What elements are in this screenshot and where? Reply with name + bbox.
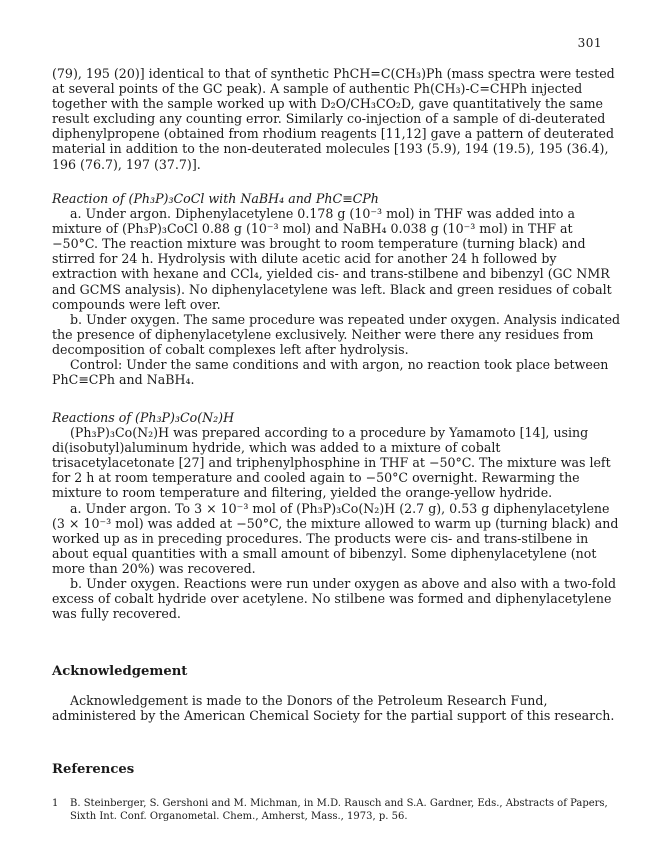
section2-heading: Reactions of (Ph₃P)₃Co(N₂)H [52,410,235,425]
section2-paragraph-a: a. Under argon. To 3 × 10⁻³ mol of (Ph₃P)₃Co(N₂)H (2.7 g), 0.53 g diphenylacetylene (3 × 10⁻³ mol) was added at −50°C, the mixture allowed to warm up (turning black) and worked up as in preceding procedures. The products were cis- and trans-stilbene in about equal quantities with a small amount of bibenzyl. Some diphenylacetylene (not more than 20%) was recovered. [52,500,619,576]
reference-item [52,797,622,823]
section-cobalt-hydride-reactions [52,410,622,621]
section2-paragraph-b: b. Under oxygen. Reactions were run under oxygen as above and also with a two-fold excess of cobalt hydride over acetylene. No stilbene was formed and diphenylacetylene was fully recovered. [52,576,617,622]
continuation-paragraph: (79), 195 (20)] identical to that of synthetic PhCH=C(CH₃)Ph (mass spectra were tested at several points of the GC peak). A sample of authentic Ph(CH₃)-C=CHPh injected together with the sample worked up with D₂O/CH₃CO₂D, gave quantitatively the same result excluding any counting error. Similarly co-injection of a sample of di-deuterated diphenylpropene (obtained from rhodium reagents [11,12] gave a pattern of deuterated material in addition to the non-deuterated molecules [193 (5.9), 194 (19.5), 195 (36.4), 196 (76.7), 197 (37.7)]. [52,66,615,172]
references-heading: References [52,762,135,777]
section1-paragraph-a: a. Under argon. Diphenylacetylene 0.178 g (10⁻³ mol) in THF was added into a mixture of (Ph₃P)₃CoCl 0.88 g (10⁻³ mol) and NaBH₄ 0.038 g (10⁻³ mol) in THF at −50°C. The reaction mixture was brought to room temperature (turning black) and stirred for 24 h. Hydrolysis with dilute acetic acid for another 24 h followed by extraction with hexane and CCl₄, yielded cis- and trans-stilbene and bibenzyl (GC NMR and GCMS analysis). No diphenylacetylene was left. Black and green residues of cobalt compounds were left over. [52,206,612,312]
references-section [52,762,622,823]
continuation-paragraph-block [52,66,622,172]
section1-paragraph-b: b. Under oxygen. The same procedure was repeated under oxygen. Analysis indicated the presence of diphenylacetylene exclusively. Neither were there any residues from decomposition of cobalt complexes left after hydrolysis. [52,311,621,357]
reference-number: 1 [52,798,59,810]
section2-preparation: (Ph₃P)₃Co(N₂)H was prepared according to a procedure by Yamamoto [14], using di(isobutyl)aluminum hydride, which was added to a mixture of cobalt trisacetylacetonate [27] and triphenylphosphine in THF at −50°C. The mixture was left for 2 h at room temperature and cooled again to −50°C overnight. Rewarming the mixture to room temperature and filtering, yielded the orange-yellow hydride. [52,425,611,501]
references-list [52,797,622,823]
acknowledgement-heading: Acknowledgement [52,664,188,679]
reference-text: B. Steinberger, S. Gershoni and M. Michman, in M.D. Rausch and S.A. Gardner, Eds., Abstracts of Papers, Sixth Int. Conf. Organometal. Chem., Amherst, Mass., 1973, p. 56. [70,798,608,823]
section-cobalt-chloride-reaction [52,191,622,387]
page-number: 301 [577,36,602,50]
acknowledgement-text: Acknowledgement is made to the Donors of the Petroleum Research Fund, administered by the American Chemical Society for the partial support of this research. [52,693,615,724]
acknowledgement-section [52,664,622,723]
section1-heading: Reaction of (Ph₃P)₃CoCl with NaBH₄ and PhC≡CPh [52,191,379,206]
section1-control: Control: Under the same conditions and with argon, no reaction took place between PhC≡CPh and NaBH₄. [52,357,609,388]
